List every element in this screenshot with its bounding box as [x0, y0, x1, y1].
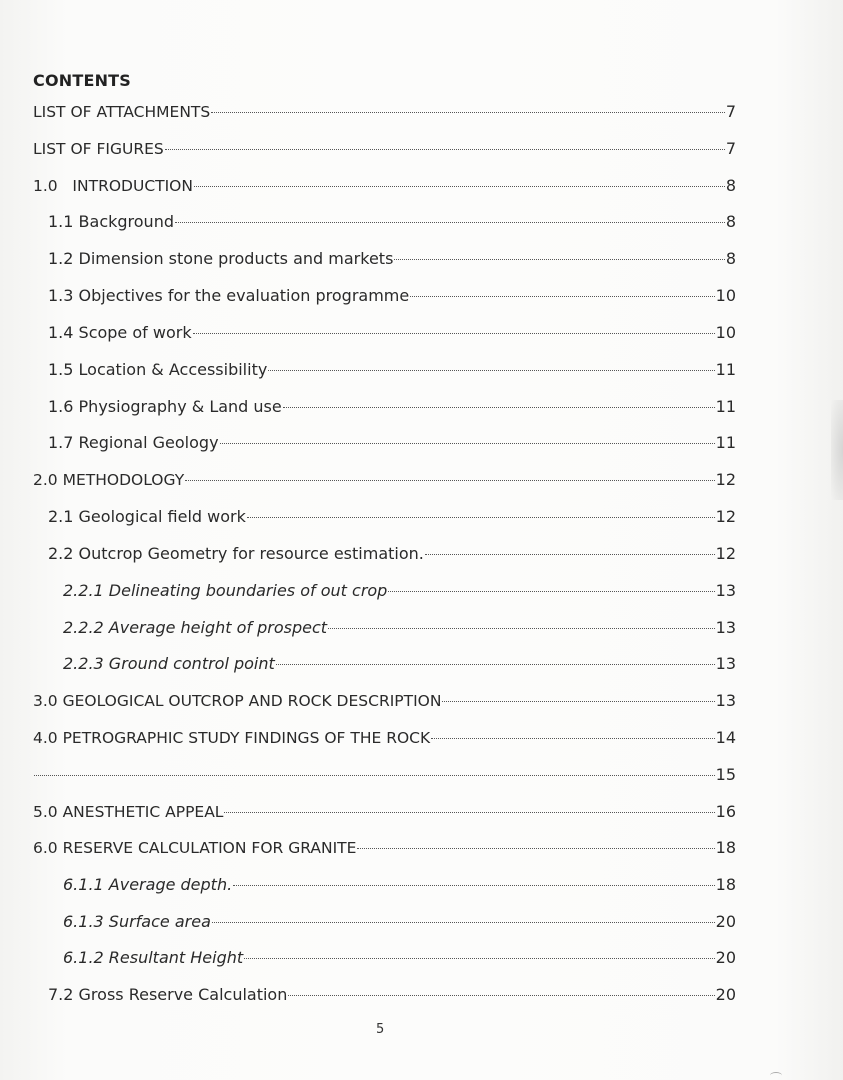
toc-page: 10: [715, 286, 736, 305]
toc-entry-introduction[interactable]: [33, 176, 736, 196]
toc-entry-dimension-stone[interactable]: [48, 249, 736, 269]
toc-label: 2.2.2 Average height of prospect: [63, 618, 328, 637]
dot-leader: [165, 149, 725, 150]
toc-page: 12: [715, 507, 736, 526]
dot-leader: [211, 112, 725, 113]
toc-entry-reserve-calculation[interactable]: [33, 838, 736, 858]
toc-label: 1.6 Physiography & Land use: [48, 397, 282, 416]
toc-label: 1.3 Objectives for the evaluation programme: [48, 286, 410, 305]
toc-page: 7: [725, 102, 736, 121]
dot-leader: [357, 848, 714, 849]
toc-page: 12: [715, 544, 736, 563]
toc-label: 1.7 Regional Geology: [48, 433, 219, 452]
toc-page: 13: [715, 581, 736, 600]
toc-entry-background[interactable]: [48, 212, 736, 232]
toc-label: 2.0 METHODOLOGY: [33, 471, 185, 489]
dot-leader: [185, 480, 714, 481]
dot-leader: [425, 554, 715, 555]
dot-leader: [328, 628, 715, 629]
toc-entry-average-depth[interactable]: [63, 875, 736, 895]
toc-entry-gross-reserve[interactable]: [48, 985, 736, 1005]
toc-page: 10: [715, 323, 736, 342]
toc-page: 8: [725, 176, 736, 195]
contents-heading: CONTENTS: [33, 71, 132, 90]
toc-page: 11: [715, 397, 736, 416]
dot-leader: [388, 591, 714, 592]
toc-label: 1.5 Location & Accessibility: [48, 360, 268, 379]
toc-page: 15: [715, 765, 736, 784]
dot-leader: [442, 701, 714, 702]
toc-entry-location[interactable]: [48, 360, 736, 380]
toc-label: 6.0 RESERVE CALCULATION FOR GRANITE: [33, 839, 357, 857]
dot-leader: [283, 407, 715, 408]
toc-entry-outcrop-geometry[interactable]: [48, 544, 736, 564]
toc-label: 1.2 Dimension stone products and markets: [48, 249, 394, 268]
toc-page: 13: [715, 691, 736, 710]
toc-page: 12: [715, 470, 736, 489]
dot-leader: [212, 922, 715, 923]
dot-leader: [233, 885, 714, 886]
page-number: 5: [376, 1022, 385, 1037]
dot-leader: [276, 664, 715, 665]
toc-page: 18: [715, 838, 736, 857]
scan-corner-mark: [770, 1072, 782, 1079]
dot-leader: [410, 296, 714, 297]
toc-page: 7: [725, 139, 736, 158]
toc-label: 2.2 Outcrop Geometry for resource estimation.: [48, 544, 424, 563]
toc-page: 8: [725, 249, 736, 268]
toc-page: 16: [715, 802, 736, 821]
toc-label: 4.0 PETROGRAPHIC STUDY FINDINGS OF THE ROCK: [33, 729, 431, 747]
dot-leader: [220, 443, 715, 444]
toc-label: 5.0 ANESTHETIC APPEAL: [33, 803, 224, 821]
toc-label: 1.4 Scope of work: [48, 323, 192, 342]
toc-label: 6.1.2 Resultant Height: [63, 948, 244, 967]
toc-entry-methodology[interactable]: [33, 470, 736, 490]
toc-entry-anesthetic-appeal[interactable]: [33, 802, 736, 822]
dot-leader: [268, 370, 714, 371]
toc-entry-list-of-figures[interactable]: [33, 139, 736, 159]
toc-page: 20: [715, 912, 736, 931]
toc-entry-surface-area[interactable]: [63, 912, 736, 932]
toc-label: 1.1 Background: [48, 212, 174, 231]
dot-leader: [193, 333, 715, 334]
dot-leader: [34, 775, 715, 776]
toc-page: 8: [725, 212, 736, 231]
toc-page: 13: [715, 654, 736, 673]
toc-entry-average-height[interactable]: [63, 618, 736, 638]
toc-label: 2.1 Geological field work: [48, 507, 246, 526]
toc-page: 11: [715, 433, 736, 452]
toc-label: LIST OF ATTACHMENTS: [33, 103, 211, 121]
toc-entry-unlabeled[interactable]: [33, 765, 736, 785]
toc-entry-list-of-attachments[interactable]: [33, 102, 736, 122]
dot-leader: [224, 812, 714, 813]
dot-leader: [394, 259, 724, 260]
toc-label: 1.0 INTRODUCTION: [33, 177, 193, 195]
toc-entry-geological-field-work[interactable]: [48, 507, 736, 527]
toc-entry-regional-geology[interactable]: [48, 433, 736, 453]
page-shadow: [831, 400, 843, 500]
dot-leader: [431, 738, 714, 739]
toc-label: 6.1.3 Surface area: [63, 912, 211, 931]
dot-leader: [288, 995, 714, 996]
toc-label: 6.1.1 Average depth.: [63, 875, 233, 894]
toc-page: 11: [715, 360, 736, 379]
toc-entry-ground-control-point[interactable]: [63, 654, 736, 674]
toc-page: 20: [715, 948, 736, 967]
toc-page: 14: [715, 728, 736, 747]
toc-page: 20: [715, 985, 736, 1004]
toc-page: 13: [715, 618, 736, 637]
dot-leader: [244, 958, 714, 959]
toc-label: 2.2.1 Delineating boundaries of out crop: [63, 581, 388, 600]
toc-page: 18: [715, 875, 736, 894]
toc-entry-petrographic-study[interactable]: [33, 728, 736, 748]
toc-label: LIST OF FIGURES: [33, 140, 164, 158]
toc-entry-geological-outcrop[interactable]: [33, 691, 736, 711]
toc-entry-scope-of-work[interactable]: [48, 323, 736, 343]
dot-leader: [247, 517, 715, 518]
toc-label: 7.2 Gross Reserve Calculation: [48, 985, 288, 1004]
toc-entry-physiography[interactable]: [48, 397, 736, 417]
toc-entry-resultant-height[interactable]: [63, 948, 736, 968]
dot-leader: [175, 222, 725, 223]
toc-label: 3.0 GEOLOGICAL OUTCROP AND ROCK DESCRIPTION: [33, 692, 442, 710]
dot-leader: [194, 186, 725, 187]
toc-label: 2.2.3 Ground control point: [63, 654, 275, 673]
toc-entry-objectives[interactable]: [48, 286, 736, 306]
toc-entry-delineating-boundaries[interactable]: [63, 581, 736, 601]
